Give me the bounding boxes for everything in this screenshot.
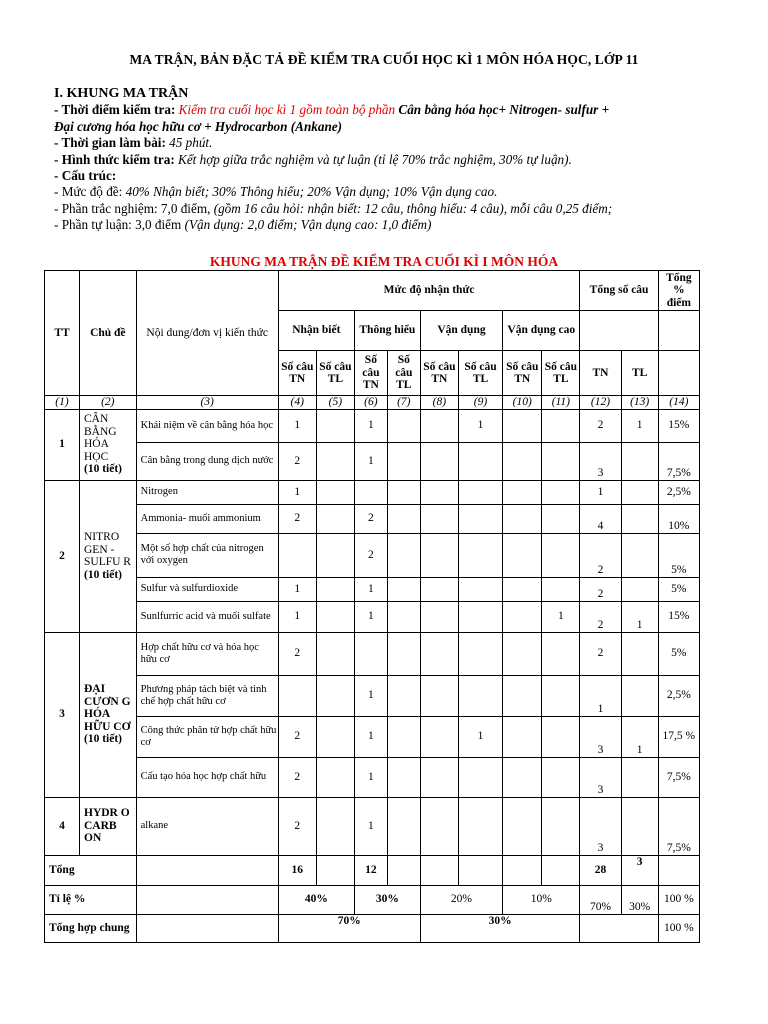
ratio-th: 30% bbox=[354, 885, 420, 914]
total-tn-cell: 2 bbox=[580, 632, 621, 675]
header-nb-tn: Số câu TN bbox=[278, 351, 316, 396]
score-pct-cell: 2,5% bbox=[658, 675, 699, 716]
matrix-info-section bbox=[54, 86, 754, 234]
vdc-tl-cell bbox=[542, 577, 580, 601]
vdc-tl-cell bbox=[542, 675, 580, 716]
th-tl-cell bbox=[387, 797, 420, 855]
header-vdc-tl: Số câu TL bbox=[542, 351, 580, 396]
vdc-tl-cell bbox=[542, 504, 580, 533]
summary-pct: 100 % bbox=[658, 914, 699, 942]
table-row bbox=[45, 632, 700, 675]
vd-tn-cell bbox=[420, 757, 458, 797]
header-tl: TL bbox=[621, 351, 658, 396]
vd-tn-cell bbox=[420, 480, 458, 504]
level-line: - Mức độ đề: 40% Nhận biết; 30% Thông hiểu; 20% Vận dụng; 10% Vận dụng cao. bbox=[54, 184, 498, 200]
total-tl: 3 bbox=[621, 855, 658, 885]
vd-tl-cell bbox=[458, 675, 502, 716]
topic-number: 2 bbox=[45, 480, 80, 632]
header-topic: Chủ đề bbox=[80, 271, 137, 396]
vd-tl-cell bbox=[458, 533, 502, 577]
th-tn-cell: 1 bbox=[354, 716, 387, 757]
table-row bbox=[45, 504, 700, 533]
vdc-tn-cell bbox=[503, 533, 542, 577]
th-tn-cell: 1 bbox=[354, 675, 387, 716]
total-tl-cell: 1 bbox=[621, 409, 658, 442]
total-tn-cell: 3 bbox=[580, 716, 621, 757]
table-row bbox=[45, 716, 700, 757]
duration-line: - Thời gian làm bài: 45 phút. bbox=[54, 135, 213, 151]
nb-tl-cell bbox=[316, 480, 354, 504]
total-empty bbox=[503, 855, 542, 885]
vd-tl-cell: 1 bbox=[458, 716, 502, 757]
total-tn-cell: 1 bbox=[580, 480, 621, 504]
topic-name: HYDR O CARB ON bbox=[80, 797, 137, 855]
th-tl-cell bbox=[387, 480, 420, 504]
header-vd-tn: Số câu TN bbox=[420, 351, 458, 396]
total-th: 12 bbox=[354, 855, 387, 885]
vdc-tn-cell bbox=[503, 442, 542, 480]
nb-tn-cell: 2 bbox=[278, 442, 316, 480]
score-pct-cell: 15% bbox=[658, 601, 699, 632]
content-cell: Sunlfurric acid và muối sulfate bbox=[136, 601, 278, 632]
header-cognition: Mức độ nhận thức bbox=[278, 271, 580, 311]
document-title: MA TRẬN, BẢN ĐẶC TẢ ĐỀ KIỂM TRA CUỐI HỌC KÌ 1 MÔN HÓA HỌC, LỚP 11 bbox=[129, 52, 639, 67]
header-th-tn: Số câu TN bbox=[354, 351, 387, 396]
summary-label: Tổng hợp chung bbox=[45, 914, 137, 942]
nb-tl-cell bbox=[316, 409, 354, 442]
vdc-tl-cell bbox=[542, 757, 580, 797]
vd-tn-cell bbox=[420, 675, 458, 716]
section-heading: I. KHUNG MA TRẬN bbox=[54, 86, 189, 101]
vd-tl-cell bbox=[458, 504, 502, 533]
table-row bbox=[45, 577, 700, 601]
total-tn-cell: 2 bbox=[580, 533, 621, 577]
total-tn-cell: 2 bbox=[580, 577, 621, 601]
total-empty bbox=[316, 855, 354, 885]
vd-tn-cell bbox=[420, 632, 458, 675]
vd-tn-cell bbox=[420, 533, 458, 577]
nb-tl-cell bbox=[316, 757, 354, 797]
vd-tl-cell bbox=[458, 577, 502, 601]
content-cell: Cấu tạo hóa học hợp chất hữu bbox=[136, 757, 278, 797]
table-row bbox=[45, 480, 700, 504]
th-tl-cell bbox=[387, 757, 420, 797]
exam-matrix-table bbox=[44, 270, 700, 943]
th-tl-cell bbox=[387, 716, 420, 757]
header-vd-tl: Số câu TL bbox=[458, 351, 502, 396]
total-empty bbox=[136, 855, 278, 885]
vdc-tn-cell bbox=[503, 480, 542, 504]
total-tl-cell: 1 bbox=[621, 601, 658, 632]
time-point-line-2: Đại cương hóa học hữu cơ + Hydrocarbon (Ankane) bbox=[54, 118, 343, 134]
multiple-choice-line: - Phần trắc nghiệm: 7,0 điểm, (gồm 16 câu hỏi: nhận biết: 12 câu, thông hiểu: 4 câu), mỗi câu 0,25 điểm; bbox=[54, 200, 613, 216]
content-cell: Sulfur và sulfurdioxide bbox=[136, 577, 278, 601]
total-tn-cell: 3 bbox=[580, 797, 621, 855]
score-pct-cell: 7,5% bbox=[658, 442, 699, 480]
th-tl-cell bbox=[387, 675, 420, 716]
vd-tn-cell bbox=[420, 797, 458, 855]
th-tl-cell bbox=[387, 442, 420, 480]
nb-tl-cell bbox=[316, 632, 354, 675]
content-cell: Cân bằng trong dung dịch nước bbox=[136, 442, 278, 480]
score-pct-cell: 7,5% bbox=[658, 797, 699, 855]
table-row bbox=[45, 675, 700, 716]
col-number: (5) bbox=[316, 396, 354, 410]
header-total-score: Tổng % điểm bbox=[658, 271, 699, 311]
topic-name: NITRO GEN - SULFU R (10 tiết) bbox=[80, 480, 137, 632]
vd-tl-cell bbox=[458, 601, 502, 632]
vd-tl-cell bbox=[458, 632, 502, 675]
ratio-label: Tỉ lệ % bbox=[45, 885, 137, 914]
total-tl-cell bbox=[621, 442, 658, 480]
total-empty bbox=[420, 855, 458, 885]
nb-tl-cell bbox=[316, 675, 354, 716]
nb-tn-cell: 1 bbox=[278, 577, 316, 601]
vdc-tn-cell bbox=[503, 577, 542, 601]
score-pct-cell: 15% bbox=[658, 409, 699, 442]
header-total-questions: Tổng số câu bbox=[580, 271, 658, 311]
nb-tn-cell: 2 bbox=[278, 797, 316, 855]
vd-tn-cell bbox=[420, 442, 458, 480]
vd-tl-cell bbox=[458, 480, 502, 504]
total-row bbox=[45, 855, 700, 885]
topic-number: 4 bbox=[45, 797, 80, 855]
total-nb: 16 bbox=[278, 855, 316, 885]
total-empty bbox=[387, 855, 420, 885]
structure-line: - Cấu trúc: bbox=[54, 168, 117, 184]
table-row bbox=[45, 442, 700, 480]
ratio-vdc: 10% bbox=[503, 885, 580, 914]
header-empty-2 bbox=[658, 311, 699, 351]
vdc-tn-cell bbox=[503, 504, 542, 533]
vdc-tn-cell bbox=[503, 675, 542, 716]
nb-tn-cell bbox=[278, 533, 316, 577]
vdc-tl-cell bbox=[542, 480, 580, 504]
ratio-vd: 20% bbox=[420, 885, 502, 914]
vdc-tl-cell bbox=[542, 409, 580, 442]
col-number: (11) bbox=[542, 396, 580, 410]
total-tl-cell bbox=[621, 797, 658, 855]
vd-tl-cell bbox=[458, 757, 502, 797]
score-pct-cell: 5% bbox=[658, 533, 699, 577]
content-cell: Công thức phân tử hợp chất hữu cơ bbox=[136, 716, 278, 757]
th-tn-cell: 1 bbox=[354, 442, 387, 480]
summary-right: 30% bbox=[420, 914, 580, 942]
total-tn-cell: 2 bbox=[580, 409, 621, 442]
total-tn-cell: 3 bbox=[580, 757, 621, 797]
vdc-tl-cell bbox=[542, 632, 580, 675]
content-cell: Khái niệm về cân bằng hóa học bbox=[136, 409, 278, 442]
th-tn-cell: 1 bbox=[354, 757, 387, 797]
nb-tn-cell: 2 bbox=[278, 504, 316, 533]
total-tn: 28 bbox=[580, 855, 621, 885]
total-tl-cell bbox=[621, 577, 658, 601]
th-tn-cell: 1 bbox=[354, 797, 387, 855]
content-cell: Ammonia- muối ammonium bbox=[136, 504, 278, 533]
nb-tn-cell: 2 bbox=[278, 716, 316, 757]
content-cell: Nitrogen bbox=[136, 480, 278, 504]
vd-tl-cell: 1 bbox=[458, 409, 502, 442]
th-tl-cell bbox=[387, 577, 420, 601]
summary-row bbox=[45, 914, 700, 942]
vd-tl-cell bbox=[458, 797, 502, 855]
format-line: - Hình thức kiểm tra: Kết hợp giữa trắc nghiệm và tự luận (tỉ lệ 70% trắc nghiệm, 30% tự luận). bbox=[54, 151, 572, 167]
header-th-tl: Số câu TL bbox=[387, 351, 420, 396]
th-tl-cell bbox=[387, 632, 420, 675]
score-pct-cell: 7,5% bbox=[658, 757, 699, 797]
content-cell: Hợp chất hữu cơ và hóa học hữu cơ bbox=[136, 632, 278, 675]
table-row bbox=[45, 601, 700, 632]
column-number-row bbox=[45, 396, 700, 410]
nb-tn-cell: 2 bbox=[278, 757, 316, 797]
col-number: (2) bbox=[80, 396, 137, 410]
vdc-tl-cell bbox=[542, 797, 580, 855]
vdc-tn-cell bbox=[503, 409, 542, 442]
table-row bbox=[45, 533, 700, 577]
th-tl-cell bbox=[387, 409, 420, 442]
vdc-tl-cell bbox=[542, 442, 580, 480]
vdc-tn-cell bbox=[503, 601, 542, 632]
topic-number: 3 bbox=[45, 632, 80, 797]
nb-tl-cell bbox=[316, 504, 354, 533]
th-tn-cell: 1 bbox=[354, 409, 387, 442]
col-number: (10) bbox=[503, 396, 542, 410]
header-understand: Thông hiểu bbox=[354, 311, 420, 351]
total-tn-cell: 3 bbox=[580, 442, 621, 480]
vdc-tl-cell bbox=[542, 716, 580, 757]
total-tl-cell: 1 bbox=[621, 716, 658, 757]
vdc-tn-cell bbox=[503, 632, 542, 675]
col-number: (8) bbox=[420, 396, 458, 410]
total-empty bbox=[458, 855, 502, 885]
total-empty bbox=[542, 855, 580, 885]
ratio-tn: 70% bbox=[580, 885, 621, 914]
th-tn-cell bbox=[354, 480, 387, 504]
header-apply-high: Vận dụng cao bbox=[503, 311, 580, 351]
ratio-row bbox=[45, 885, 700, 914]
header-vdc-tn: Số câu TN bbox=[503, 351, 542, 396]
total-tn-cell: 1 bbox=[580, 675, 621, 716]
content-cell: Một số hợp chất của nitrogen với oxygen bbox=[136, 533, 278, 577]
score-pct-cell: 5% bbox=[658, 577, 699, 601]
table-title: KHUNG MA TRẬN ĐỀ KIỂM TRA CUỐI KÌ I MÔN HÓA bbox=[209, 254, 559, 269]
col-number: (13) bbox=[621, 396, 658, 410]
ratio-nb: 40% bbox=[278, 885, 354, 914]
th-tn-cell: 1 bbox=[354, 601, 387, 632]
th-tl-cell bbox=[387, 533, 420, 577]
table-row bbox=[45, 797, 700, 855]
nb-tl-cell bbox=[316, 577, 354, 601]
time-point-line: - Thời điểm kiểm tra: Kiểm tra cuối học kì 1 gồm toàn bộ phần Cân bằng hóa học+ Nitrogen- sulfur + bbox=[54, 102, 610, 118]
nb-tn-cell: 1 bbox=[278, 601, 316, 632]
nb-tn-cell: 2 bbox=[278, 632, 316, 675]
header-recognize: Nhận biết bbox=[278, 311, 354, 351]
col-number: (1) bbox=[45, 396, 80, 410]
ratio-pct: 100 % bbox=[658, 885, 699, 914]
vd-tn-cell bbox=[420, 716, 458, 757]
score-pct-cell: 2,5% bbox=[658, 480, 699, 504]
content-cell: Phương pháp tách biệt và tinh chế hợp chất hữu cơ bbox=[136, 675, 278, 716]
total-label: Tổng bbox=[45, 855, 137, 885]
topic-number: 1 bbox=[45, 409, 80, 480]
header-tt: TT bbox=[45, 271, 80, 396]
total-tn-cell: 4 bbox=[580, 504, 621, 533]
vdc-tl-cell bbox=[542, 533, 580, 577]
total-tl-cell bbox=[621, 632, 658, 675]
header-row-1 bbox=[45, 271, 700, 311]
header-empty-1 bbox=[580, 311, 658, 351]
total-tl-cell bbox=[621, 480, 658, 504]
vd-tn-cell bbox=[420, 409, 458, 442]
col-number: (7) bbox=[387, 396, 420, 410]
total-empty bbox=[658, 855, 699, 885]
score-pct-cell: 17,5 % bbox=[658, 716, 699, 757]
summary-empty bbox=[580, 914, 658, 942]
total-tl-cell bbox=[621, 757, 658, 797]
essay-line: - Phần tự luận: 3,0 điểm (Vận dụng: 2,0 điểm; Vận dụng cao: 1,0 điểm) bbox=[54, 217, 432, 233]
vd-tn-cell bbox=[420, 577, 458, 601]
header-apply: Vận dụng bbox=[420, 311, 502, 351]
th-tn-cell: 1 bbox=[354, 577, 387, 601]
header-content: Nội dung/đơn vị kiến thức bbox=[136, 271, 278, 396]
vdc-tn-cell bbox=[503, 797, 542, 855]
nb-tl-cell bbox=[316, 442, 354, 480]
topic-name: CÂN BẰNG HÓA HỌC (10 tiết) bbox=[80, 409, 137, 480]
total-tl-cell bbox=[621, 504, 658, 533]
topic-name: ĐẠI CƯƠN G HÓA HỮU CƠ (10 tiết) bbox=[80, 632, 137, 797]
col-number: (14) bbox=[658, 396, 699, 410]
summary-left: 70% bbox=[278, 914, 420, 942]
vdc-tn-cell bbox=[503, 757, 542, 797]
nb-tl-cell bbox=[316, 601, 354, 632]
vd-tn-cell bbox=[420, 601, 458, 632]
ratio-empty bbox=[136, 885, 278, 914]
nb-tn-cell bbox=[278, 675, 316, 716]
score-pct-cell: 5% bbox=[658, 632, 699, 675]
col-number: (4) bbox=[278, 396, 316, 410]
th-tl-cell bbox=[387, 601, 420, 632]
col-number: (3) bbox=[136, 396, 278, 410]
nb-tn-cell: 1 bbox=[278, 480, 316, 504]
total-tl-cell bbox=[621, 533, 658, 577]
header-tn: TN bbox=[580, 351, 621, 396]
table-row bbox=[45, 757, 700, 797]
score-pct-cell: 10% bbox=[658, 504, 699, 533]
vdc-tl-cell: 1 bbox=[542, 601, 580, 632]
nb-tl-cell bbox=[316, 716, 354, 757]
table-row bbox=[45, 409, 700, 442]
nb-tl-cell bbox=[316, 533, 354, 577]
ratio-tl: 30% bbox=[621, 885, 658, 914]
nb-tl-cell bbox=[316, 797, 354, 855]
vd-tl-cell bbox=[458, 442, 502, 480]
th-tl-cell bbox=[387, 504, 420, 533]
summary-empty bbox=[136, 914, 278, 942]
header-nb-tl: Số câu TL bbox=[316, 351, 354, 396]
total-tn-cell: 2 bbox=[580, 601, 621, 632]
col-number: (6) bbox=[354, 396, 387, 410]
col-number: (9) bbox=[458, 396, 502, 410]
content-cell: alkane bbox=[136, 797, 278, 855]
th-tn-cell: 2 bbox=[354, 504, 387, 533]
th-tn-cell bbox=[354, 632, 387, 675]
total-tl-cell bbox=[621, 675, 658, 716]
th-tn-cell: 2 bbox=[354, 533, 387, 577]
nb-tn-cell: 1 bbox=[278, 409, 316, 442]
header-empty-3 bbox=[658, 351, 699, 396]
vdc-tn-cell bbox=[503, 716, 542, 757]
col-number: (12) bbox=[580, 396, 621, 410]
vd-tn-cell bbox=[420, 504, 458, 533]
